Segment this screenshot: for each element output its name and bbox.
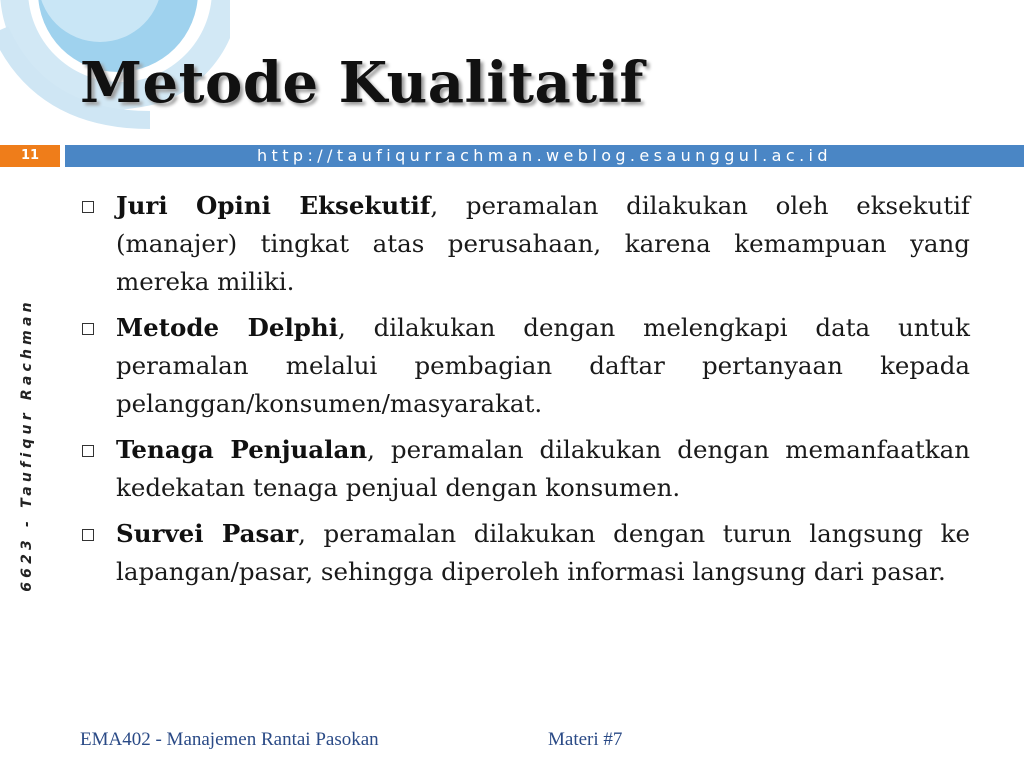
side-author-text: 6623 - Taufiqur Rachman bbox=[19, 298, 35, 592]
list-item-desc: , peramalan dilakukan dengan turun langsung ke lapangan/pasar, sehingga diperoleh informasi langsung dari pasar. bbox=[116, 519, 970, 586]
list-item-text bbox=[116, 431, 970, 507]
footer-materi: Materi #7 bbox=[548, 729, 623, 750]
list-item-term: Tenaga Penjualan bbox=[116, 435, 368, 464]
list-item bbox=[82, 515, 970, 591]
list-item-text bbox=[116, 515, 970, 591]
list-item-text bbox=[116, 309, 970, 423]
list-item-text bbox=[116, 187, 970, 301]
list-item-term: Metode Delphi bbox=[116, 313, 339, 342]
slide-number: 11 bbox=[0, 145, 60, 167]
side-author bbox=[12, 285, 42, 605]
header-url: http://taufiqurrachman.weblog.esaunggul.ac.id bbox=[257, 146, 832, 165]
list-item bbox=[82, 431, 970, 507]
list-item-term: Survei Pasar bbox=[116, 519, 299, 548]
bullet-list bbox=[82, 187, 970, 599]
bullet-icon bbox=[82, 187, 116, 301]
list-item bbox=[82, 309, 970, 423]
list-item bbox=[82, 187, 970, 301]
bullet-icon bbox=[82, 309, 116, 423]
slide-title: Metode Kualitatif bbox=[80, 50, 644, 116]
list-item-desc: , dilakukan dengan melengkapi data untuk peramalan melalui pembagian daftar pertanyaan kepada pelanggan/konsumen/masyarakat. bbox=[116, 313, 970, 418]
list-item-term: Juri Opini Eksekutif bbox=[116, 191, 431, 220]
footer-course: EMA402 - Manajemen Rantai Pasokan bbox=[80, 729, 379, 750]
list-item-desc: , peramalan dilakukan dengan memanfaatkan kedekatan tenaga penjual dengan konsumen. bbox=[116, 435, 970, 502]
bullet-icon bbox=[82, 515, 116, 591]
bullet-icon bbox=[82, 431, 116, 507]
list-item-desc: , peramalan dilakukan oleh eksekutif (manajer) tingkat atas perusahaan, karena kemampuan yang mereka miliki. bbox=[116, 191, 970, 296]
